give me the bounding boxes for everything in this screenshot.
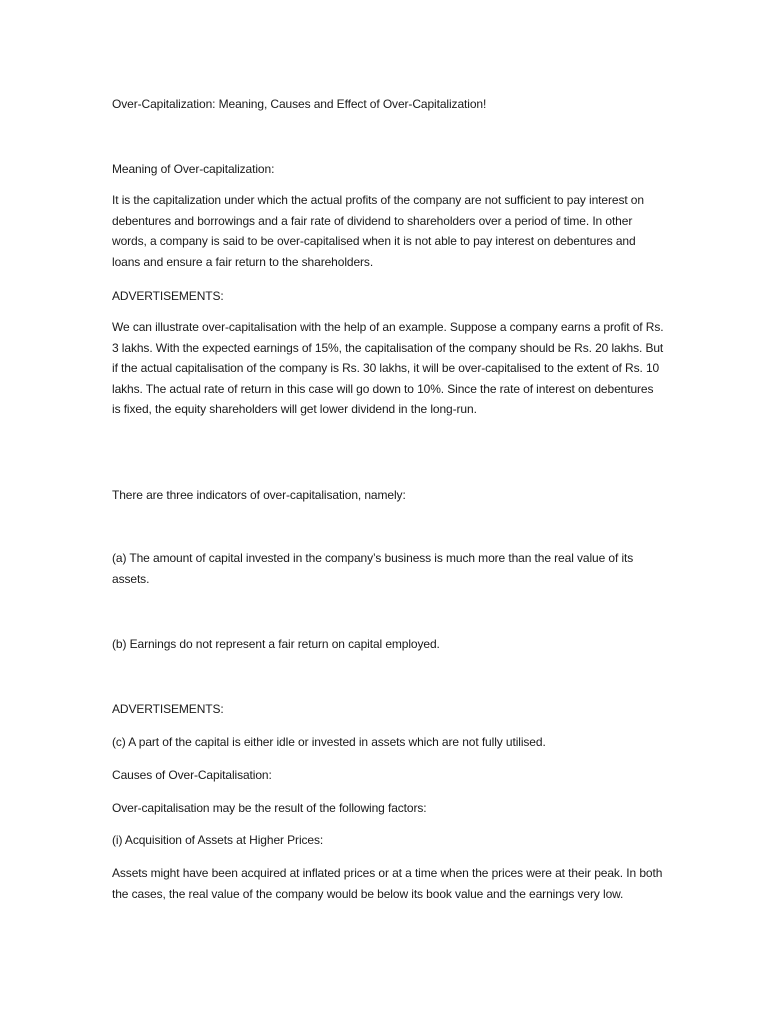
document-title: Over-Capitalization: Meaning, Causes and Effect of Over-Capitalization! [112, 97, 487, 111]
advertisements-label: ADVERTISEMENTS: [112, 702, 224, 716]
paragraph-meaning: It is the capitalization under which the actual profits of the company are not sufficient to pay interest on debentures and borrowings and a fair rate of dividend to shareholders over a period of time. In other words, a company is said to be over-capitalised when it is not able to pay interest on debentures and loans and ensure a fair return to the shareholders. [112, 193, 644, 269]
indicator-a: (a) The amount of capital invested in the company’s business is much more than the real value of its assets. [112, 551, 634, 586]
advertisements-label: ADVERTISEMENTS: [112, 289, 224, 303]
paragraph-causes-intro: Over-capitalisation may be the result of the following factors: [112, 801, 427, 815]
paragraph-indicators: There are three indicators of over-capitalisation, namely: [112, 488, 406, 502]
heading-causes: Causes of Over-Capitalisation: [112, 768, 272, 782]
paragraph-example: We can illustrate over-capitalisation with the help of an example. Suppose a company earns a profit of Rs. 3 lakhs. With the expected earnings of 15%, the capitalisation of the company should be Rs. 20 lakhs. But if the actual capitalisation of the company is Rs. 30 lakhs, it will be over-capitalised to the extent of Rs. 10 lakhs. The actual rate of return in this case will go down to 10%. Since the rate of interest on debentures is fixed, the equity shareholders will get lower dividend in the long-run. [112, 320, 664, 416]
paragraph-cause-i: Assets might have been acquired at inflated prices or at a time when the prices were at their peak. In both the cases, the real value of the company would be below its book value and the earnings very low. [112, 866, 663, 901]
heading-meaning: Meaning of Over-capitalization: [112, 162, 275, 176]
indicator-b: (b) Earnings do not represent a fair return on capital employed. [112, 637, 440, 651]
heading-cause-i: (i) Acquisition of Assets at Higher Prices: [112, 833, 324, 847]
indicator-c: (c) A part of the capital is either idle or invested in assets which are not fully utilised. [112, 735, 546, 749]
